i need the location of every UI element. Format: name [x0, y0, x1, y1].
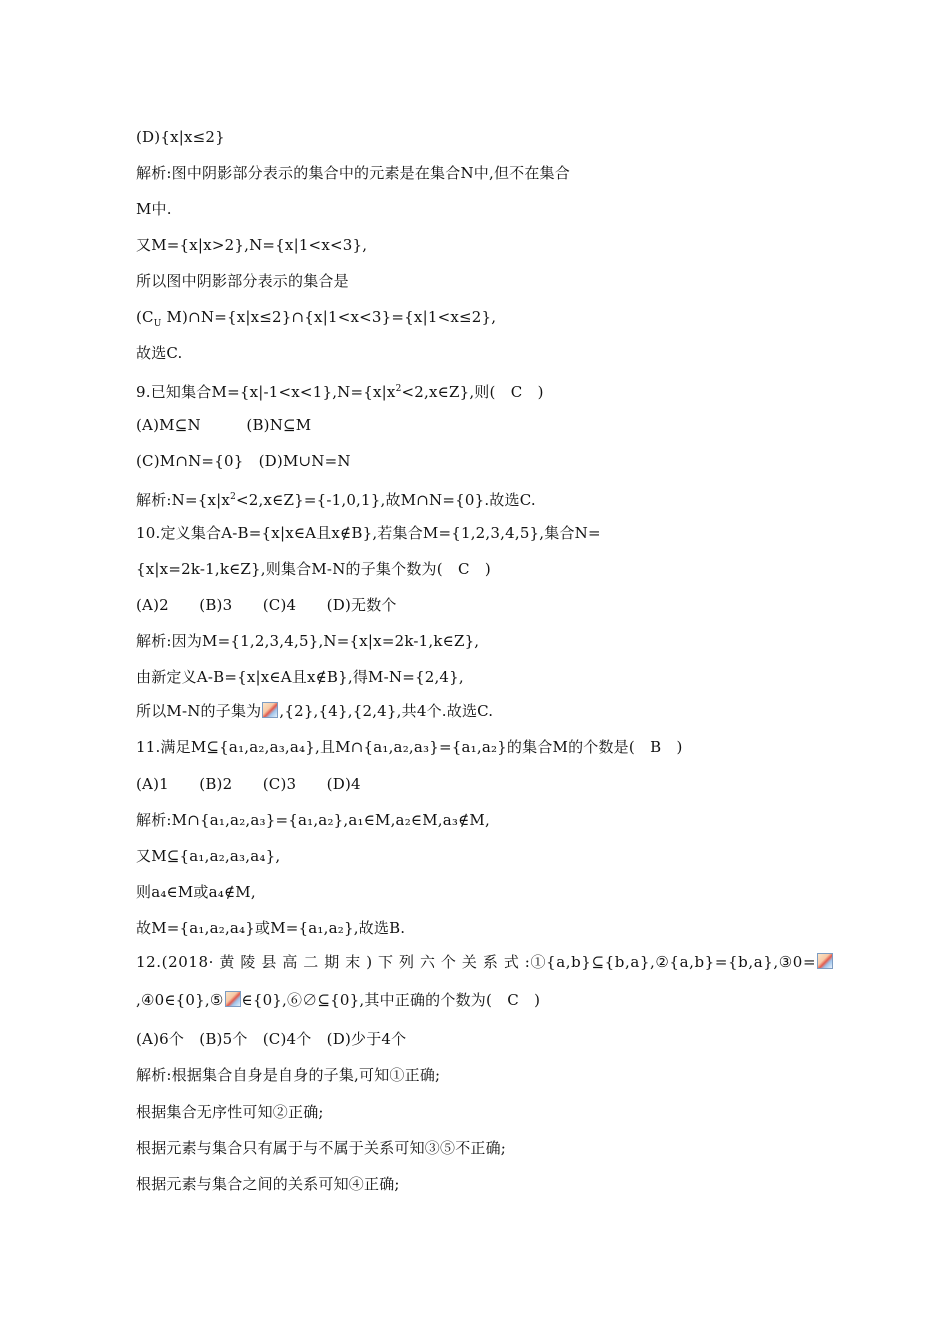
- question-11-analysis: 故M={a₁,a₂,a₄}或M={a₁,a₂},故选B.: [136, 919, 406, 937]
- question-12-stem: [136, 953, 834, 971]
- analysis-line: 解析:图中阴影部分表示的集合中的元素是在集合N中,但不在集合: [136, 164, 570, 182]
- question-11-stem: 11.满足M⊆{a₁,a₂,a₃,a₄},且M∩{a₁,a₂,a₃}={a₁,a₂}的集合M的个数是( B ): [136, 738, 683, 756]
- image-icon: [262, 702, 278, 718]
- text-segment: 12.(2018· 黄 陵 县 高 二 期 末 ) 下 列 六 个 关 系 式 :①{a,b}⊆{b,a},②{a,b}={b,a},③0=: [136, 953, 817, 971]
- text-segment: 9.已知集合M={x|-1<x<1},N={x|x: [136, 383, 396, 401]
- question-10-analysis: [136, 702, 493, 720]
- option-d-line: (D){x|x≤2}: [136, 128, 225, 146]
- text-segment: ,④0∈{0},⑤: [136, 991, 224, 1009]
- question-11-analysis: 则a₄∈M或a₄∉M,: [136, 883, 256, 901]
- subscript: U: [153, 319, 162, 329]
- question-11-analysis: 解析:M∩{a₁,a₂,a₃}={a₁,a₂},a₁∈M,a₂∈M,a₃∉M,: [136, 811, 490, 829]
- text-segment: M)∩N={x|x≤2}∩{x|1<x<3}={x|1<x≤2},: [161, 308, 497, 326]
- question-9-stem: [136, 380, 544, 401]
- text-segment: 所以M-N的子集为: [136, 702, 262, 720]
- question-12-stem: [136, 991, 540, 1009]
- analysis-line: 所以图中阴影部分表示的集合是: [136, 272, 349, 290]
- text-segment: <2,x∈Z},则( C ): [401, 383, 544, 401]
- question-12-analysis: 根据元素与集合之间的关系可知④正确;: [136, 1175, 400, 1193]
- text-segment: 解析:N={x|x: [136, 491, 231, 509]
- analysis-line: 又M={x|x>2},N={x|1<x<3},: [136, 236, 368, 254]
- analysis-line: [136, 308, 496, 333]
- text-segment: <2,x∈Z}={-1,0,1},故M∩N={0}.故选C.: [236, 491, 536, 509]
- image-icon: [225, 991, 241, 1007]
- question-9-options: (C)M∩N={0} (D)M∪N=N: [136, 452, 351, 470]
- text-segment: ,{2},{4},{2,4},共4个.故选C.: [279, 702, 494, 720]
- text-segment: ∈{0},⑥∅⊆{0},其中正确的个数为( C ): [241, 991, 541, 1009]
- question-12-analysis: 根据集合无序性可知②正确;: [136, 1103, 324, 1121]
- question-10-stem: 10.定义集合A-B={x|x∈A且x∉B},若集合M={1,2,3,4,5},集合N=: [136, 524, 601, 542]
- analysis-line: 故选C.: [136, 344, 183, 362]
- question-12-options: (A)6个 (B)5个 (C)4个 (D)少于4个: [136, 1030, 407, 1048]
- superscript: 2: [395, 384, 402, 394]
- analysis-line: M中.: [136, 200, 172, 218]
- question-10-stem: {x|x=2k-1,k∈Z},则集合M-N的子集个数为( C ): [136, 560, 491, 578]
- question-10-options: (A)2 (B)3 (C)4 (D)无数个: [136, 596, 397, 614]
- question-10-analysis: 解析:因为M={1,2,3,4,5},N={x|x=2k-1,k∈Z},: [136, 632, 480, 650]
- question-12-analysis: 解析:根据集合自身是自身的子集,可知①正确;: [136, 1066, 441, 1084]
- question-12-analysis: 根据元素与集合只有属于与不属于关系可知③⑤不正确;: [136, 1139, 507, 1157]
- question-10-analysis: 由新定义A-B={x|x∈A且x∉B},得M-N={2,4},: [136, 668, 464, 686]
- question-11-analysis: 又M⊆{a₁,a₂,a₃,a₄},: [136, 847, 281, 865]
- superscript: 2: [230, 492, 237, 502]
- image-icon: [817, 953, 833, 969]
- question-9-analysis: [136, 488, 536, 509]
- question-9-options: (A)M⊆N (B)N⊆M: [136, 416, 312, 434]
- text-segment: (C: [136, 308, 154, 326]
- question-11-options: (A)1 (B)2 (C)3 (D)4: [136, 775, 361, 793]
